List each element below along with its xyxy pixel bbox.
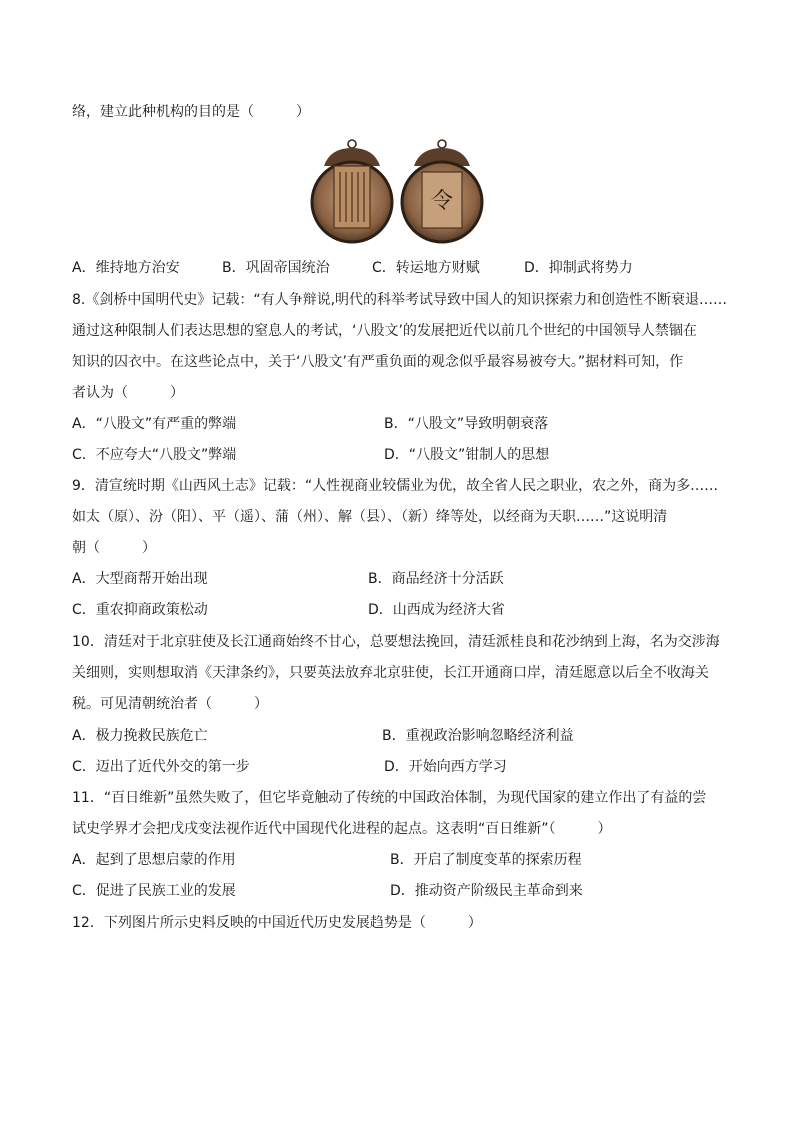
q9-option-d: D．山西成为经济大省 [368,602,505,618]
token-character: 令 [430,189,454,214]
q10-option-c: C．迈出了近代外交的第一步 [72,759,250,775]
q11-line-2: 试史学界才会把戊戌变法视作近代中国现代化进程的起点。这表明“百日维新”（ ） [72,821,612,837]
q7-option-c: C．转运地方财赋 [372,260,480,276]
q9-line-2: 如太（原）、汾（阳）、平（遥）、蒲（州）、解（县）、（新）绛等处，以经商为天职……”这说明清 [72,509,668,525]
q7-option-b: B．巩固帝国统治 [222,260,330,276]
q11-option-c: C．促进了民族工业的发展 [72,883,236,899]
q8-line-4: 者认为（ ） [72,385,184,401]
q10-line-2: 关细则，实则想取消《天津条约》，只要英法放弃北京驻使，长江开通商口岸，清廷愿意以后全不收海关 [72,665,709,681]
q11-option-b: B．开启了制度变革的探索历程 [390,852,582,868]
q10-option-d: D．开始向西方学习 [384,759,507,775]
q9-option-a: A．大型商帮开始出现 [72,571,208,587]
q9-option-c: C．重农抑商政策松动 [72,602,208,618]
q8-option-a: A．“八股文”有严重的弊端 [72,416,237,432]
q8-line-3: 知识的囚衣中。在这些论点中，关于‘八股文’有严重负面的观念似乎最容易被夸大。”据材料可知，作 [72,354,684,370]
q11-option-a: A．起到了思想启蒙的作用 [72,852,236,868]
q8-option-b: B．“八股文”导致明朝衰落 [384,416,549,432]
q8-option-d: D．“八股文”钳制人的思想 [384,447,550,463]
q10-option-b: B．重视政治影响忽略经济利益 [382,728,574,744]
q9-line-1: 9．清宣统时期《山西风土志》记载：“人性视商业较儒业为优，故全省人民之职业，农之外，商为多…… [72,478,719,494]
q9-line-3: 朝（ ） [72,540,156,556]
q7-figure-tokens [310,136,485,248]
q11-option-d: D．推动资产阶级民主革命到来 [390,883,583,899]
q8-line-2: 通过这种限制人们表达思想的窒息人的考试，‘八股文’的发展把近代以前几个世纪的中国领导人禁锢在 [72,323,697,339]
q10-line-3: 税。可见清朝统治者（ ） [72,696,268,712]
token-left [312,140,392,242]
q10-option-a: A．极力挽救民族危亡 [72,728,208,744]
q12-line-1: 12．下列图片所示史料反映的中国近代历史发展趋势是（ ） [72,915,482,931]
q8-option-c: C．不应夸大“八股文”弊端 [72,447,237,463]
q7-option-d: D．抑制武将势力 [524,260,633,276]
token-right [402,140,482,242]
q7-option-a: A．维持地方治安 [72,260,180,276]
q8-line-1: 8.《剑桥中国明代史》记载：“有人争辩说,明代的科举考试导致中国人的知识探索力和创造性不断衰退…… [72,292,728,308]
q11-line-1: 11．“百日维新”虽然失败了，但它毕竟触动了传统的中国政治体制，为现代国家的建立作出了有益的尝 [72,790,707,806]
q9-option-b: B．商品经济十分活跃 [368,571,504,587]
q10-line-1: 10．清廷对于北京驻使及长江通商始终不甘心，总要想法挽回，清廷派桂良和花沙纳到上海，名为交涉海 [72,634,720,650]
q7-stem-tail: 络，建立此种机构的目的是（ ） [72,104,310,120]
